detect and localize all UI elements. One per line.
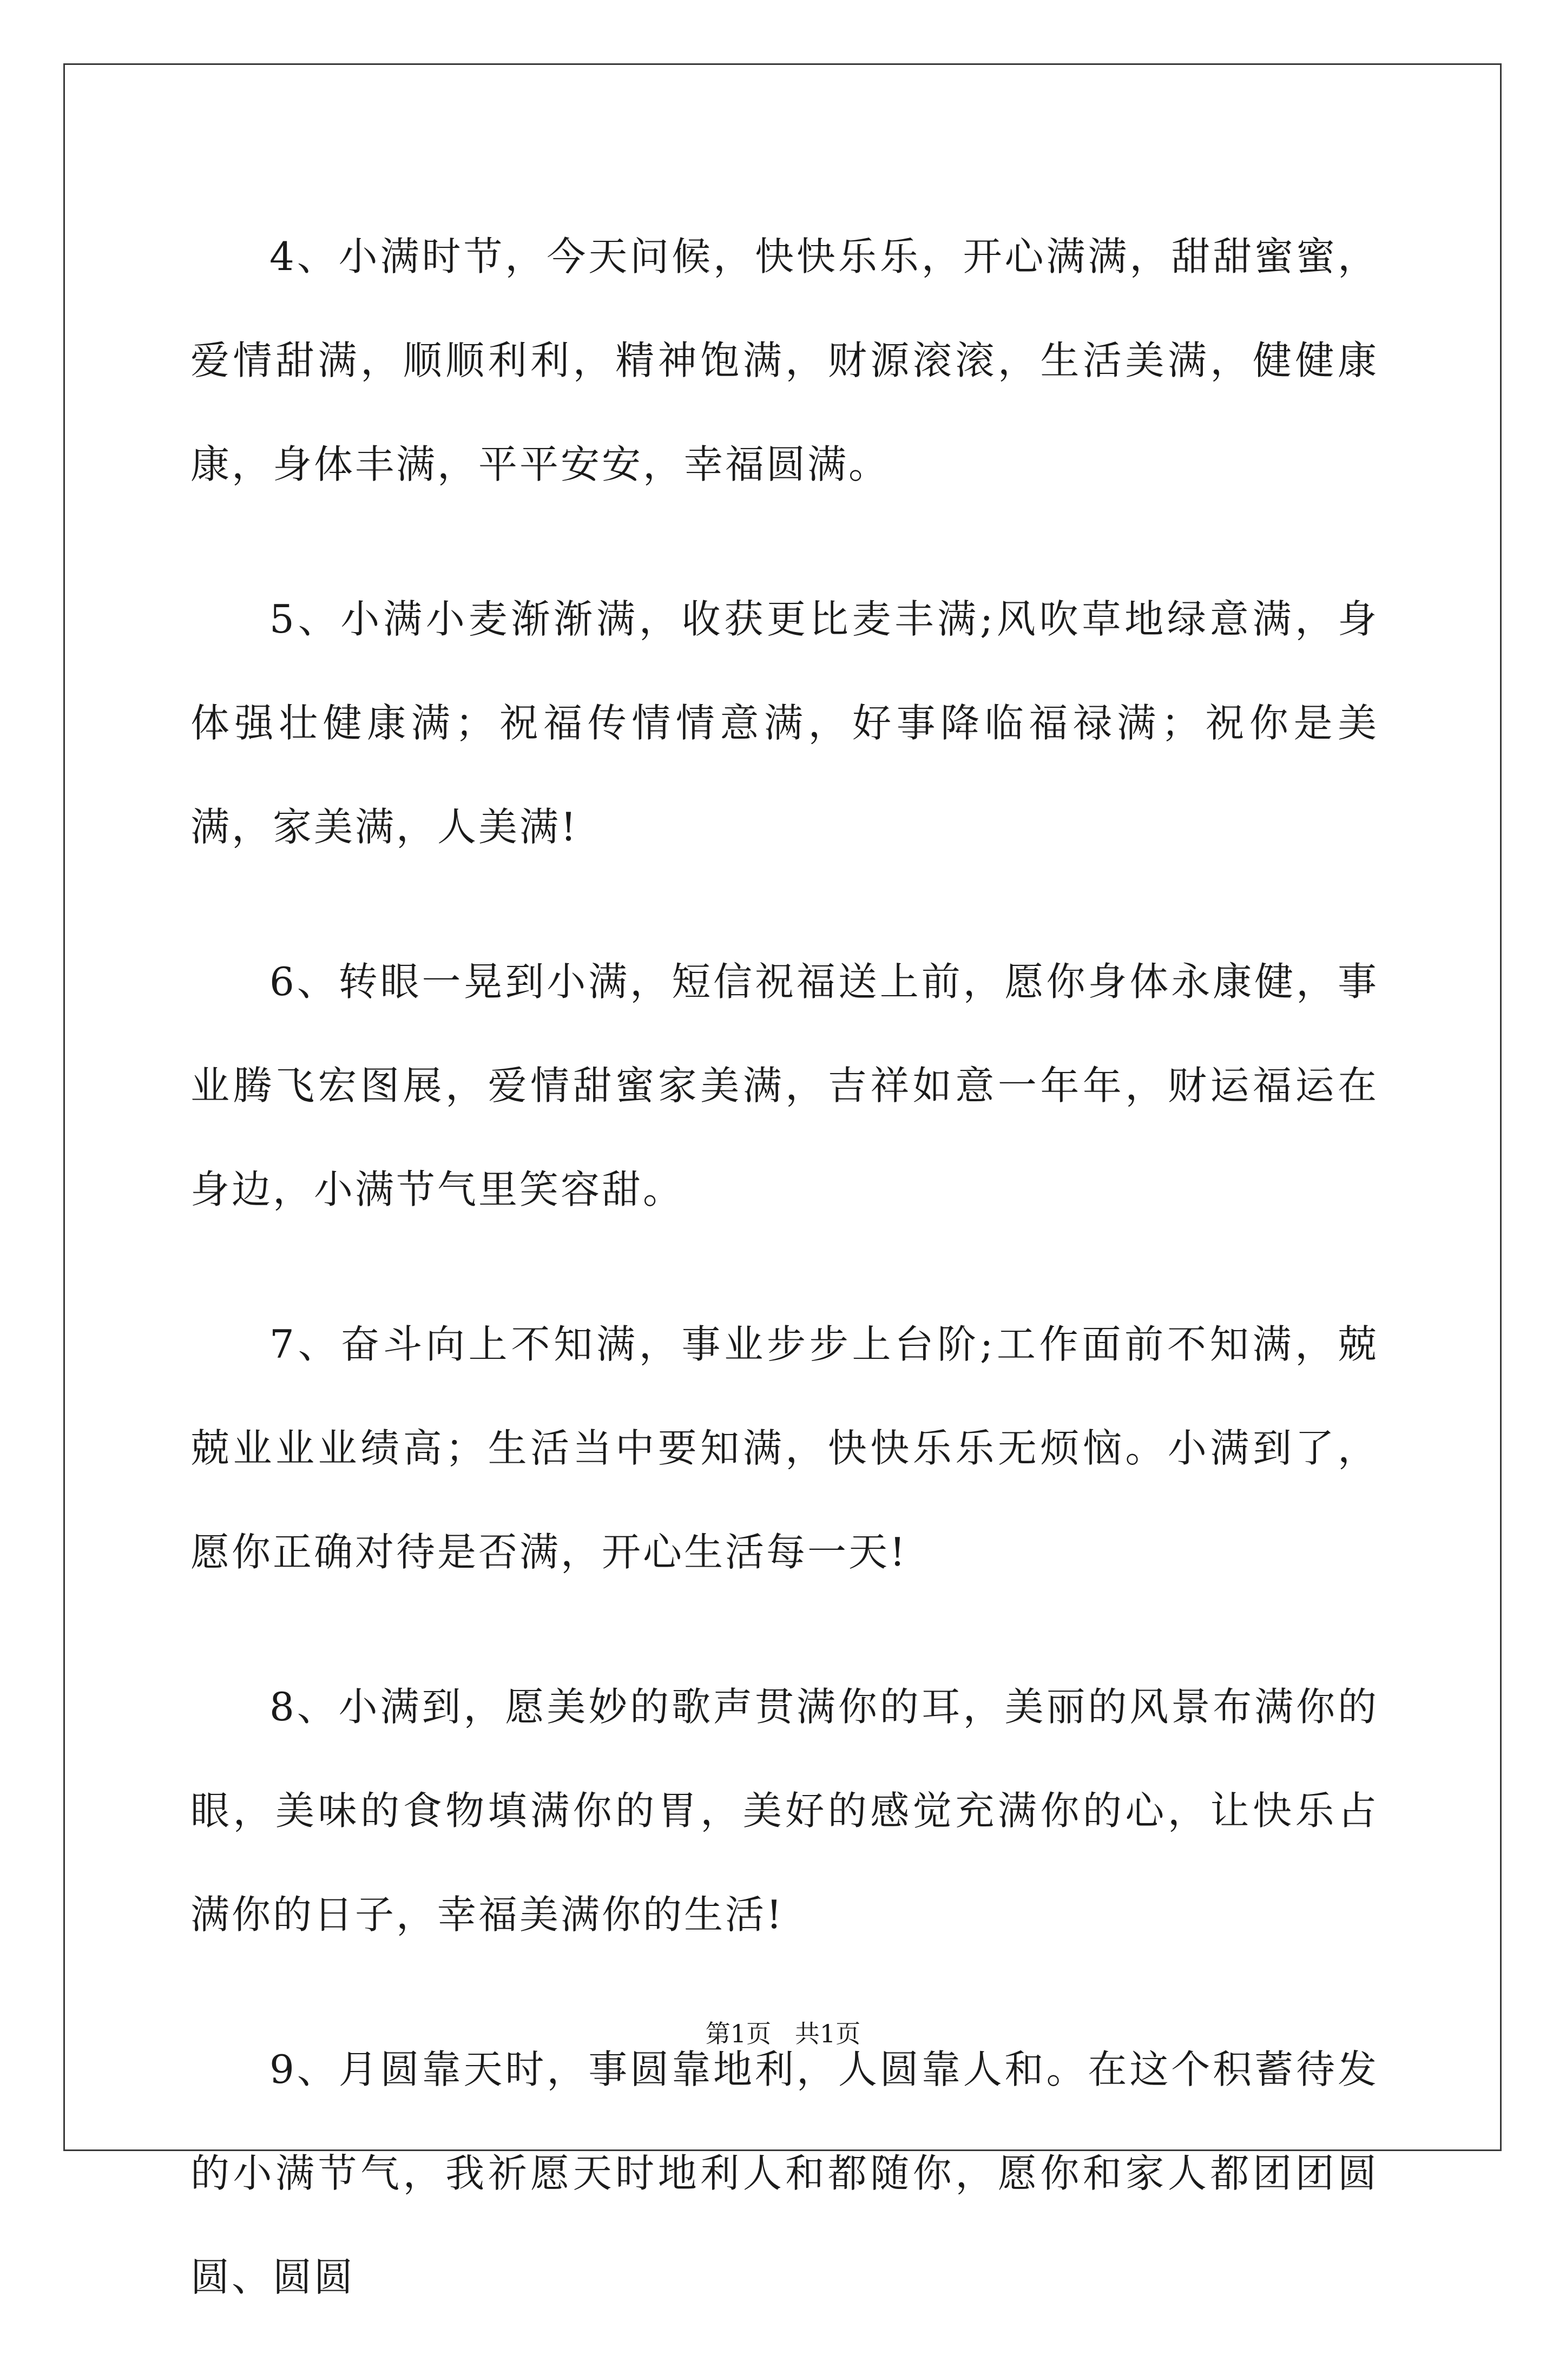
paragraph-4: 4、小满时节，今天问候，快快乐乐，开心满满，甜甜蜜蜜，爱情甜满，顺顺利利，精神饱满，财源滚滚，生活美满，健健康康，身体丰满，平平安安，幸福圆满。 <box>190 234 1379 487</box>
paragraph-6: 6、转眼一晃到小满，短信祝福送上前，愿你身体永康健，事业腾飞宏图展，爱情甜蜜家美满，吉祥如意一年年，财运福运在身边，小满节气里笑容甜。 <box>190 959 1379 1212</box>
paragraph-9: 9、月圆靠天时，事圆靠地利，人圆靠人和。在这个积蓄待发的小满节气，我祈愿天时地利人和都随你，愿你和家人都团团圆圆、圆圆 <box>190 2047 1379 2300</box>
paragraph-8: 8、小满到，愿美妙的歌声贯满你的耳，美丽的风景布满你的眼，美味的食物填满你的胃，美好的感觉充满你的心，让快乐占满你的日子，幸福美满你的生活! <box>190 1684 1379 1937</box>
paragraph-7: 7、奋斗向上不知满，事业步步上台阶;工作面前不知满，兢兢业业业绩高；生活当中要知满，快快乐乐无烦恼。小满到了，愿你正确对待是否满，开心生活每一天! <box>190 1322 1379 1575</box>
document-body <box>190 205 1379 2380</box>
paragraph-5: 5、小满小麦渐渐满，收获更比麦丰满;风吹草地绿意满，身体强壮健康满；祝福传情情意满，好事降临福禄满；祝你是美满，家美满，人美满! <box>190 596 1379 850</box>
page-footer: 第1页 共1页 <box>705 2019 861 2048</box>
